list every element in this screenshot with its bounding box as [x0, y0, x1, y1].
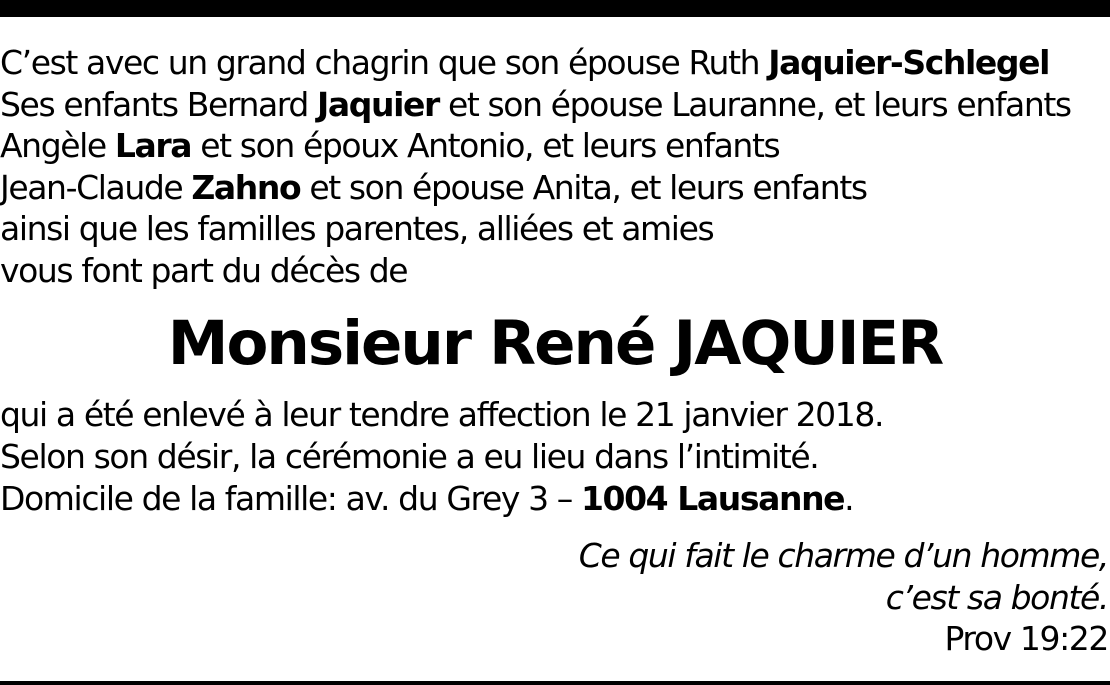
intro-line-5: ainsi que les familles parentes, alliées et amies: [0, 209, 714, 248]
child-surname-jaquier: Jaquier: [317, 84, 439, 124]
bible-quote: [579, 535, 1108, 660]
details-line-3: Domicile de la famille: av. du Grey 3 – 1004 Lausanne.: [0, 479, 854, 518]
details-line-1: qui a été enlevé à leur tendre affection le 21 janvier 2018.: [0, 395, 884, 434]
deceased-name: Monsieur René JAQUIER: [167, 308, 943, 379]
top-border-rule: [0, 0, 1110, 17]
death-details: [0, 394, 1110, 520]
family-announcement: [0, 42, 1110, 291]
child-surname-zahno: Zahno: [191, 167, 301, 207]
child-surname-lara: Lara: [114, 126, 192, 165]
quote-line-2: c’est sa bonté.: [885, 577, 1108, 617]
intro-line-1: C’est avec un grand chagrin que son épouse Ruth Jaquier-Schlegel: [0, 43, 1049, 82]
family-address-city: 1004 Lausanne: [580, 479, 845, 518]
intro-line-3: Angèle Lara et son époux Antonio, et leurs enfants: [0, 126, 780, 165]
quote-line-1: Ce qui fait le charme d’un homme,: [578, 536, 1108, 575]
spouse-surname: Jaquier-Schlegel: [768, 43, 1049, 82]
details-line-2: Selon son désir, la cérémonie a eu lieu dans l’intimité.: [0, 437, 819, 476]
intro-line-2: Ses enfants Bernard Jaquier et son épouse Lauranne, et leurs enfants: [0, 84, 1071, 124]
bottom-border-rule: [0, 681, 1110, 685]
quote-reference: Prov 19:22: [944, 619, 1108, 658]
intro-line-6: vous font part du décès de: [0, 250, 408, 290]
intro-line-4: Jean-Claude Zahno et son épouse Anita, et leurs enfants: [0, 167, 867, 207]
